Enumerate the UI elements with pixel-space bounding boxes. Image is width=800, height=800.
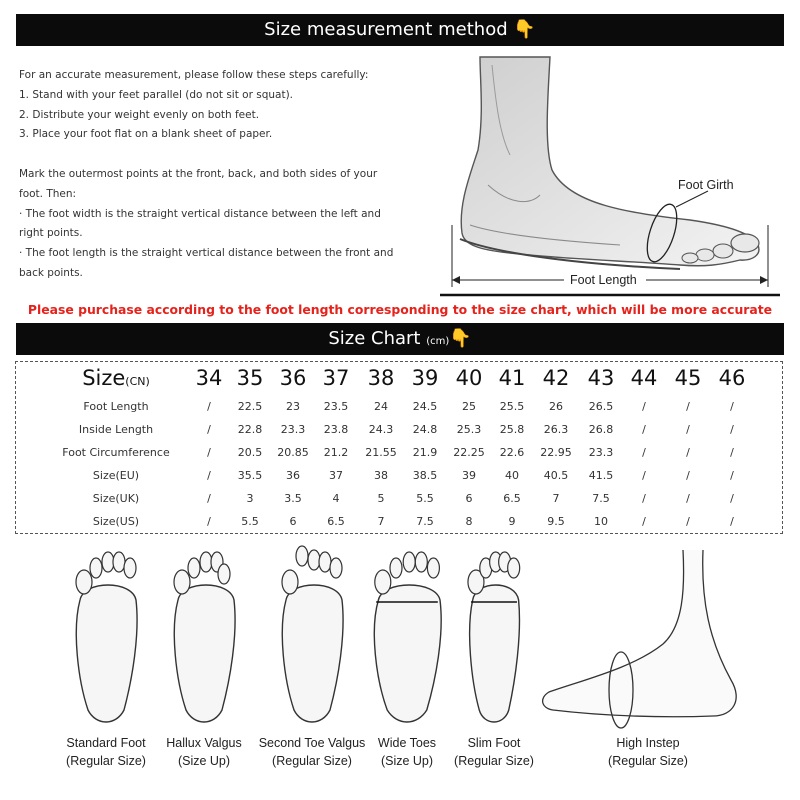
size-header-label [76, 366, 156, 390]
measurement-instructions [19, 66, 419, 284]
table-cell: 5 [377, 492, 385, 505]
step-1: 1. Stand with your feet parallel (do not sit or squat). [19, 88, 294, 101]
size-chart-title: Size Chart [328, 328, 421, 349]
length-line-1: · The foot length is the straight vertical distance between the front and [19, 247, 394, 260]
table-cell: / [730, 515, 734, 528]
table-cell: 23.3 [280, 423, 306, 436]
table-cell: 37 [329, 469, 343, 482]
mark-line-1: Mark the outermost points at the front, back, and both sides of your [19, 167, 378, 180]
size-header-cell: 34 [195, 366, 223, 390]
table-cell: / [686, 492, 690, 505]
table-cell: / [686, 469, 690, 482]
table-cell: / [207, 400, 211, 413]
table-cell: / [207, 423, 211, 436]
step-3: 3. Place your foot flat on a blank sheet of paper. [19, 128, 273, 141]
foot-type-name: Slim Foot [467, 736, 521, 750]
table-cell: 6.5 [503, 492, 521, 505]
table-cell: 26.8 [588, 423, 614, 436]
table-cell: 9 [508, 515, 516, 528]
table-cell: 10 [594, 515, 608, 528]
foot-outline-icon [144, 540, 264, 736]
method-title: Size measurement method [264, 19, 508, 40]
foot-type-hallux [144, 540, 264, 768]
size-header-cell: 43 [587, 366, 615, 390]
foot-type-name: Wide Toes [377, 736, 437, 750]
table-cell: 9.5 [547, 515, 565, 528]
table-cell: / [686, 423, 690, 436]
table-cell: / [730, 446, 734, 459]
table-cell: 22.5 [237, 400, 263, 413]
foot-type-size: (Regular Size) [454, 754, 534, 768]
table-cell: 24.3 [368, 423, 394, 436]
pointing-down-icon: 👇 [513, 19, 536, 40]
table-cell: / [207, 515, 211, 528]
foot-type-size: (Regular Size) [272, 754, 352, 768]
table-cell: 25.5 [499, 400, 525, 413]
table-cell: 7 [552, 492, 560, 505]
table-cell: 38.5 [412, 469, 438, 482]
table-cell: 3.5 [284, 492, 302, 505]
length-line-2: back points. [19, 266, 83, 279]
table-cell: / [642, 423, 646, 436]
row-label: Size(US) [92, 515, 140, 528]
table-cell: 6 [289, 515, 297, 528]
table-cell: 7.5 [416, 515, 434, 528]
table-cell: / [730, 400, 734, 413]
table-cell: / [686, 446, 690, 459]
row-label: Foot Length [83, 400, 149, 413]
table-cell: / [642, 469, 646, 482]
size-header-cell: 36 [279, 366, 307, 390]
table-cell: 7.5 [592, 492, 610, 505]
table-cell: 21.2 [323, 446, 349, 459]
table-cell: / [207, 446, 211, 459]
table-cell: 3 [246, 492, 254, 505]
foot-type-name: Standard Foot [66, 736, 146, 750]
table-cell: 6.5 [327, 515, 345, 528]
foot-type-name: Hallux Valgus [166, 736, 242, 750]
table-cell: 7 [377, 515, 385, 528]
row-label: Size(EU) [92, 469, 140, 482]
table-cell: 6 [465, 492, 473, 505]
foot-type-instep [533, 540, 763, 768]
size-header-cell: 35 [236, 366, 264, 390]
width-line-1: · The foot width is the straight vertical distance between the left and [19, 207, 381, 220]
table-cell: 4 [332, 492, 340, 505]
size-header-cell: 38 [367, 366, 395, 390]
method-banner [16, 14, 784, 46]
table-cell: 26.5 [588, 400, 614, 413]
table-cell: / [207, 492, 211, 505]
foot-outline-icon [533, 540, 763, 736]
table-cell: / [730, 423, 734, 436]
foot-type-name: High Instep [616, 736, 680, 750]
size-header-cell: 37 [322, 366, 350, 390]
size-header-cell: 44 [630, 366, 658, 390]
table-cell: 25.8 [499, 423, 525, 436]
table-cell: 23.5 [323, 400, 349, 413]
size-label: Size [82, 366, 126, 390]
table-cell: 23.8 [323, 423, 349, 436]
table-cell: / [642, 446, 646, 459]
size-chart-table [15, 361, 783, 534]
table-cell: / [730, 492, 734, 505]
size-system-label: (CN) [125, 375, 150, 388]
size-header-cell: 45 [674, 366, 702, 390]
table-cell: 40.5 [543, 469, 569, 482]
table-cell: 36 [286, 469, 300, 482]
table-cell: 38 [374, 469, 388, 482]
row-label: Inside Length [78, 423, 154, 436]
width-line-2: right points. [19, 227, 83, 240]
size-header-cell: 40 [455, 366, 483, 390]
table-cell: 40 [505, 469, 519, 482]
table-cell: 22.6 [499, 446, 525, 459]
table-cell: / [642, 515, 646, 528]
table-cell: 24.5 [412, 400, 438, 413]
table-cell: 39 [462, 469, 476, 482]
table-cell: 20.85 [277, 446, 309, 459]
size-header-cell: 46 [718, 366, 746, 390]
row-label: Size(UK) [92, 492, 140, 505]
size-chart-unit: (cm) [426, 336, 450, 347]
table-cell: 23.3 [588, 446, 614, 459]
table-cell: 25 [462, 400, 476, 413]
table-cell: 24.8 [412, 423, 438, 436]
foot-types-section [0, 540, 800, 800]
table-cell: / [730, 469, 734, 482]
table-cell: 22.25 [453, 446, 485, 459]
size-header-cell: 41 [498, 366, 526, 390]
table-cell: 21.55 [365, 446, 397, 459]
table-cell: / [207, 469, 211, 482]
table-cell: 8 [465, 515, 473, 528]
table-cell: 22.8 [237, 423, 263, 436]
size-chart-banner [16, 323, 784, 355]
foot-type-size: (Size Up) [177, 754, 231, 768]
table-cell: 26 [549, 400, 563, 413]
table-cell: 35.5 [237, 469, 263, 482]
table-cell: 24 [374, 400, 388, 413]
foot-type-size: (Regular Size) [66, 754, 146, 768]
size-header-cell: 42 [542, 366, 570, 390]
table-cell: / [686, 400, 690, 413]
step-2: 2. Distribute your weight evenly on both feet. [19, 108, 260, 121]
purchase-note: Please purchase according to the foot length corresponding to the size chart, which will be more accurate [27, 302, 773, 317]
foot-length-label: Foot Length [570, 273, 637, 287]
intro-line: For an accurate measurement, please follow these steps carefully: [19, 69, 369, 81]
size-header-cell: 39 [411, 366, 439, 390]
foot-girth-label: Foot Girth [678, 178, 734, 192]
table-cell: 25.3 [456, 423, 482, 436]
pointing-down-icon: 👇 [449, 328, 472, 349]
foot-type-name: Second Toe Valgus [258, 736, 366, 750]
table-cell: 41.5 [588, 469, 614, 482]
table-cell: / [686, 515, 690, 528]
table-cell: 26.3 [543, 423, 569, 436]
table-cell: 20.5 [237, 446, 263, 459]
row-label: Foot Circumference [62, 446, 170, 459]
table-cell: 5.5 [416, 492, 434, 505]
table-cell: / [642, 492, 646, 505]
foot-measurement-illustration [440, 55, 780, 297]
mark-line-2: foot. Then: [19, 187, 77, 200]
foot-type-size: (Regular Size) [608, 754, 688, 768]
foot-type-size: (Size Up) [380, 754, 434, 768]
table-cell: / [642, 400, 646, 413]
table-cell: 23 [286, 400, 300, 413]
table-cell: 21.9 [412, 446, 438, 459]
table-cell: 22.95 [540, 446, 572, 459]
table-cell: 5.5 [241, 515, 259, 528]
